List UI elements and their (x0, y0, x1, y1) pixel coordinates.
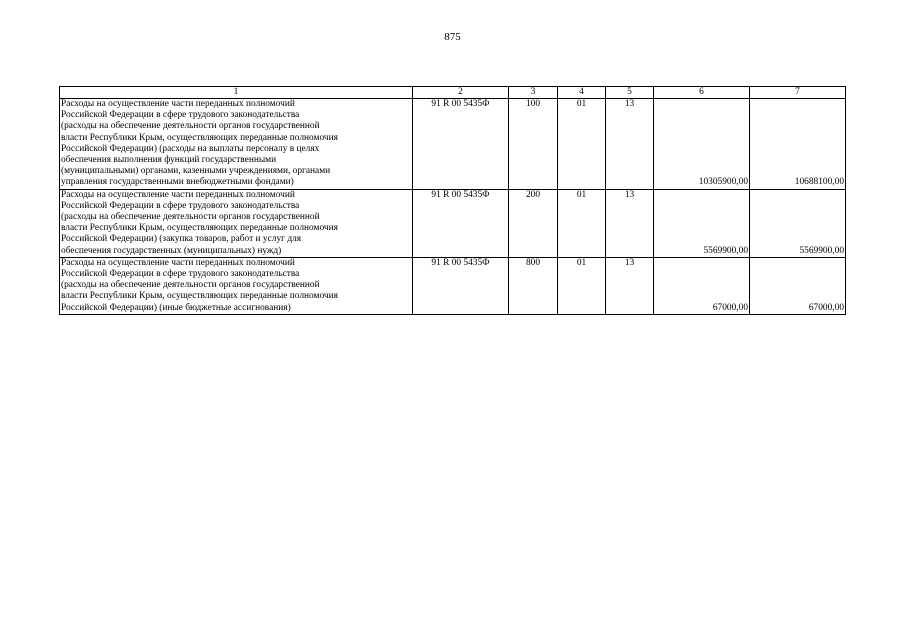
section-code: 01 (558, 99, 606, 190)
column-header: 7 (750, 87, 846, 99)
expense-description: Расходы на осуществление части переданных полномочий Российской Федерации в сфере трудового законодательства (расходы на обеспечение деятельности органов государственной власти Республики Крым, осуществляющих переданные полномочия Российской Федерации) (иные бюджетные ассигнования) (60, 257, 413, 314)
amount-year-1: 10305900,00 (654, 99, 750, 190)
amount-year-2: 10688100,00 (750, 99, 846, 190)
column-header: 1 (60, 87, 413, 99)
table-row (60, 257, 846, 314)
target-article-code: 91 R 00 5435Ф (413, 257, 509, 314)
amount-year-1: 67000,00 (654, 257, 750, 314)
page-number: 875 (444, 31, 461, 43)
subsection-code: 13 (606, 257, 654, 314)
subsection-code: 13 (606, 99, 654, 190)
column-header: 4 (558, 87, 606, 99)
column-header: 2 (413, 87, 509, 99)
expense-type-code: 800 (509, 257, 558, 314)
expense-type-code: 100 (509, 99, 558, 190)
table-row (60, 189, 846, 257)
section-code: 01 (558, 257, 606, 314)
expense-description: Расходы на осуществление части переданных полномочий Российской Федерации в сфере трудового законодательства (расходы на обеспечение деятельности органов государственной власти Республики Крым, осуществляющих переданные полномочия Российской Федерации) (закупка товаров, работ и услуг для обеспечения государственных (муниципальных) нужд) (60, 189, 413, 257)
expense-description: Расходы на осуществление части переданных полномочий Российской Федерации в сфере трудового законодательства (расходы на обеспечение деятельности органов государственной власти Республики Крым, осуществляющих переданные полномочия Российской Федерации) (расходы на выплаты персоналу в целях обеспечения выполнения функций государственными (муниципальными) органами, казенными учреждениями, органами управления государственными внебюджетными фондами) (60, 99, 413, 190)
amount-year-1: 5569900,00 (654, 189, 750, 257)
budget-table (59, 86, 846, 315)
subsection-code: 13 (606, 189, 654, 257)
table-header-row (60, 87, 846, 99)
column-header: 5 (606, 87, 654, 99)
column-header: 6 (654, 87, 750, 99)
table-row (60, 99, 846, 190)
section-code: 01 (558, 189, 606, 257)
amount-year-2: 67000,00 (750, 257, 846, 314)
column-header: 3 (509, 87, 558, 99)
amount-year-2: 5569900,00 (750, 189, 846, 257)
target-article-code: 91 R 00 5435Ф (413, 99, 509, 190)
target-article-code: 91 R 00 5435Ф (413, 189, 509, 257)
expense-type-code: 200 (509, 189, 558, 257)
